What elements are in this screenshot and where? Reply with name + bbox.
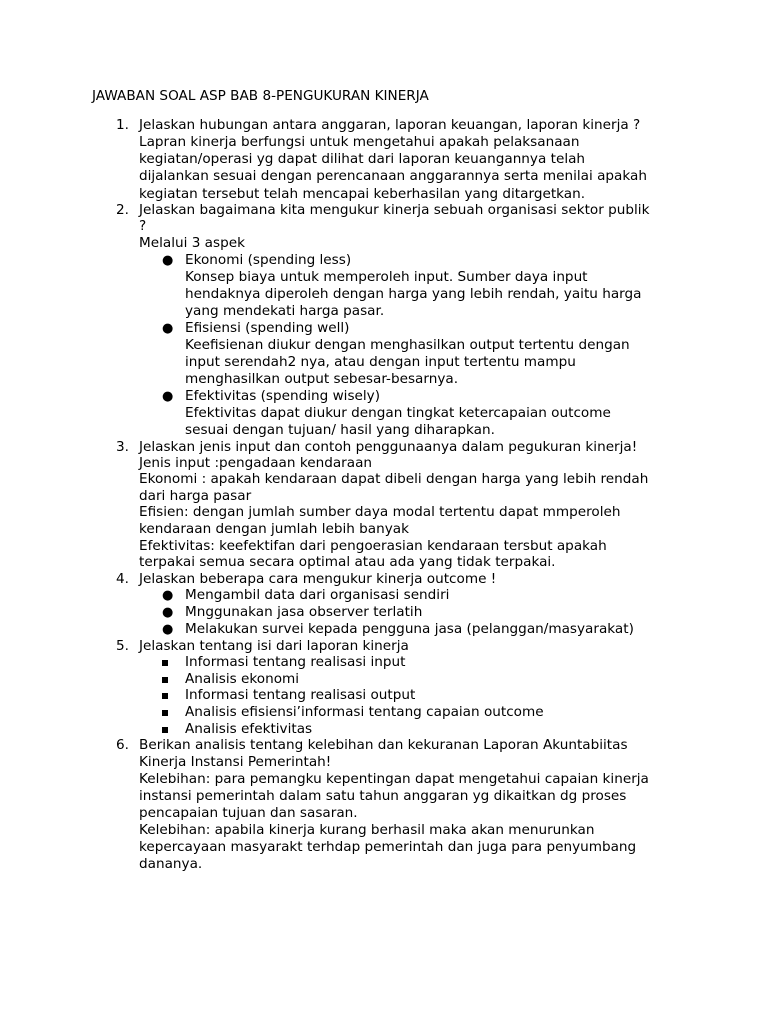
question-number: 3. [116, 439, 129, 455]
aspect-text: sesuai dengan tujuan/ hasil yang diharapkan. [185, 422, 495, 438]
answer-line: dijalankan sesuai dengan perencanaan anggarannya serta menilai apakah [139, 168, 647, 184]
question-text: Jelaskan beberapa cara mengukur kinerja outcome ! [139, 571, 497, 587]
answer-line: kegiatan tersebut telah mencapai keberhasilan yang ditargetkan. [139, 186, 586, 202]
question-number: 2. [116, 202, 129, 218]
answer-intro: Melalui 3 aspek [139, 235, 245, 251]
answer-line: instansi pemerintah dalam satu tahun anggaran yg dikaitkan dg proses [139, 788, 627, 804]
aspect-label: Efektivitas (spending wisely) [185, 388, 381, 404]
answer-line: pencapaian tujuan dan sasaran. [139, 805, 358, 821]
aspect-text: input serendah2 nya, atau dengan input tertentu mampu [185, 354, 576, 370]
bullet-icon: ● [162, 389, 174, 404]
square-bullet-icon [162, 693, 168, 699]
answer-line: Kelebihan: apabila kinerja kurang berhasil maka akan menurunkan [139, 822, 595, 838]
answer-line: Lapran kinerja berfungsi untuk mengetahui apakah pelaksanaan [139, 134, 580, 150]
list-item: Analisis ekonomi [185, 671, 300, 687]
aspect-text: Keefisienan diukur dengan menghasilkan output tertentu dengan [185, 337, 630, 353]
answer-line: Kelebihan: para pemangku kepentingan dapat mengetahui capaian kinerja [139, 771, 649, 787]
answer-line: terpakai semua secara optimal atau ada yang tidak terpakai. [139, 554, 556, 570]
question-text: Jelaskan bagaimana kita mengukur kinerja sebuah organisasi sektor publik [139, 202, 650, 218]
answer-line: kegiatan/operasi yg dapat dilihat dari laporan keuangannya telah [139, 151, 586, 167]
question-text: ? [139, 218, 147, 234]
answer-line: dari harga pasar [139, 488, 252, 504]
aspect-text: Konsep biaya untuk memperoleh input. Sumber daya input [185, 269, 588, 285]
question-text: Jelaskan tentang isi dari laporan kinerja [139, 638, 409, 654]
answer-line: kendaraan dengan jumlah lebih banyak [139, 521, 409, 537]
aspect-text: hendaknya diperoleh dengan harga yang lebih rendah, yaitu harga [185, 286, 642, 302]
bullet-icon: ● [162, 253, 174, 268]
answer-line: Efektivitas: keefektifan dari pengoerasian kendaraan tersbut apakah [139, 538, 607, 554]
question-text: Jelaskan jenis input dan contoh penggunaanya dalam pegukuran kinerja! [139, 439, 638, 455]
aspect-text: Efektivitas dapat diukur dengan tingkat ketercapaian outcome [185, 405, 611, 421]
document-title: JAWABAN SOAL ASP BAB 8-PENGUKURAN KINERJA [92, 88, 429, 104]
bullet-icon: ● [162, 605, 174, 620]
bullet-icon: ● [162, 321, 174, 336]
square-bullet-icon [162, 710, 168, 716]
aspect-label: Efisiensi (spending well) [185, 320, 350, 336]
bullet-icon: ● [162, 622, 174, 637]
aspect-label: Ekonomi (spending less) [185, 252, 352, 268]
list-item: Informasi tentang realisasi input [185, 654, 406, 670]
question-text: Jelaskan hubungan antara anggaran, laporan keuangan, laporan kinerja ? [139, 117, 641, 133]
question-text: Berikan analisis tentang kelebihan dan kekuranan Laporan Akuntabiitas [139, 737, 628, 753]
question-number: 5. [116, 638, 129, 654]
question-text: Kinerja Instansi Pemerintah! [139, 754, 332, 770]
list-item: Informasi tentang realisasi output [185, 687, 416, 703]
square-bullet-icon [162, 660, 168, 666]
list-item: Analisis efisiensi’informasi tentang capaian outcome [185, 704, 544, 720]
bullet-icon: ● [162, 588, 174, 603]
question-number: 6. [116, 737, 129, 753]
aspect-text: menghasilkan output sebesar-besarnya. [185, 371, 459, 387]
square-bullet-icon [162, 727, 168, 733]
answer-line: kepercayaan masyarakt terhdap pemerintah dan juga para penyumbang [139, 839, 637, 855]
answer-line: Jenis input :pengadaan kendaraan [139, 455, 373, 471]
question-number: 4. [116, 571, 129, 587]
answer-line: Efisien: dengan jumlah sumber daya modal tertentu dapat mmperoleh [139, 504, 621, 520]
answer-line: dananya. [139, 856, 203, 872]
question-number: 1. [116, 117, 129, 133]
list-item: Mnggunakan jasa observer terlatih [185, 604, 423, 620]
square-bullet-icon [162, 677, 168, 683]
list-item: Melakukan survei kepada pengguna jasa (pelanggan/masyarakat) [185, 621, 634, 637]
answer-line: Ekonomi : apakah kendaraan dapat dibeli dengan harga yang lebih rendah [139, 471, 649, 487]
aspect-text: yang mendekati harga pasar. [185, 303, 385, 319]
list-item: Mengambil data dari organisasi sendiri [185, 587, 450, 603]
list-item: Analisis efektivitas [185, 721, 313, 737]
